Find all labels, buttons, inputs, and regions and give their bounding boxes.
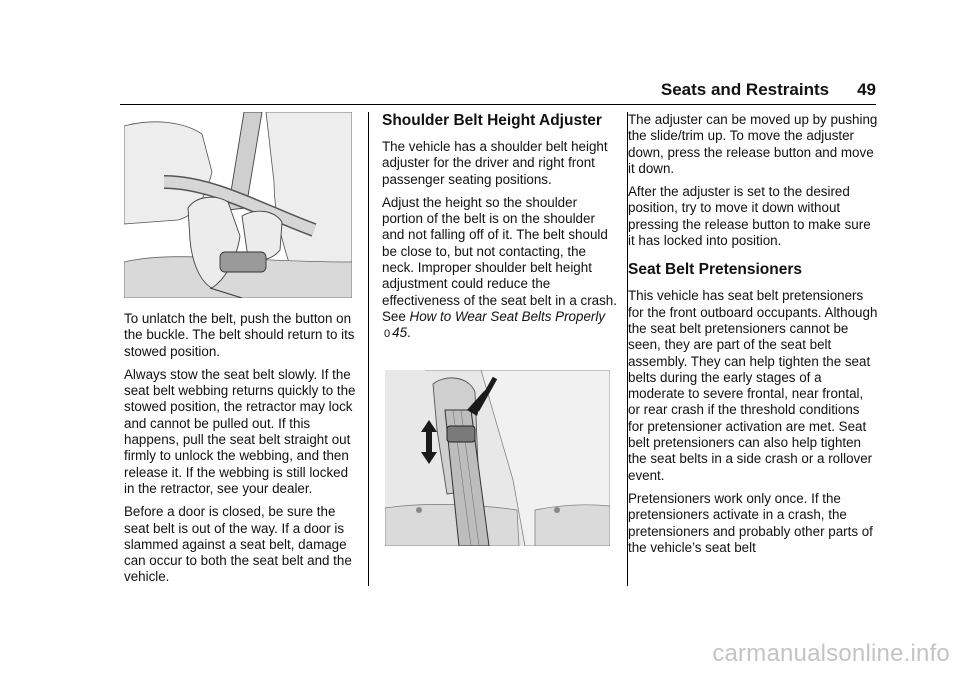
page-header <box>120 80 876 100</box>
header-rule <box>120 104 876 105</box>
page-ref-number[interactable]: 45 <box>392 325 408 341</box>
paragraph: Before a door is closed, be sure the seat belt is out of the way. If a door is slammed against a seat belt, damage can occur to both the seat belt and the vehicle. <box>124 504 352 585</box>
left-column <box>124 112 356 593</box>
paragraph: Adjust the height so the shoulder portion of the belt is on the shoulder and not falling off of it. The belt should be close to, but not contacting, the neck. Improper shoulder belt height adjustment could reduce the effectiveness of the seat belt in a crash. See How to Wear Seat Belts Properly 0 45. <box>382 194 617 341</box>
paragraph: Pretensioners work only once. If the pretensioners activate in a crash, the pretensioners and probably other parts of the vehicle’s seat belt <box>628 490 873 555</box>
section-heading: Seat Belt Pretensioners <box>628 261 803 279</box>
paragraph: The vehicle has a shoulder belt height adjuster for the driver and right front passenger seating positions. <box>382 139 608 187</box>
paragraph: Always stow the seat belt slowly. If the seat belt webbing returns quickly to the stowed position, the retractor may lock and cannot be pulled out. If this happens, pull the seat belt straight out firmly to unlock the webbing, and then release it. If the webbing is still locked in the retractor, see your dealer. <box>124 366 356 496</box>
paragraph: The adjuster can be moved up by pushing the slide/trim up. To move the adjuster down, press the release button and move it down. <box>628 112 878 176</box>
cross-reference-link[interactable]: How to Wear Seat Belts Properly <box>409 308 606 324</box>
column-divider <box>368 112 369 586</box>
page-number: 49 <box>857 80 876 99</box>
paragraph: This vehicle has seat belt pretensioners for the front outboard occupants. Although the seat belt pretensioners cannot be seen, they are part of the seat belt assembly. They can help tighten the seat belts during the early stages of a moderate to severe frontal, near frontal, or rear crash if the threshold conditions for pretensioner activation are met. Seat belt pretensioners can also help tighten the seat belts in a side crash or a rollover event. <box>628 288 878 483</box>
watermark: carmanualsonline.info <box>712 640 950 667</box>
right-column <box>628 112 878 563</box>
paragraph: To unlatch the belt, push the button on the buckle. The belt should return to its stowed position. <box>124 311 355 359</box>
paragraph: After the adjuster is set to the desired position, try to move it down without pressing the release button to make sure it has locked into position. <box>628 184 871 249</box>
section-heading: Shoulder Belt Height Adjuster <box>382 112 602 129</box>
middle-column <box>382 112 617 546</box>
section-title: Seats and Restraints <box>660 80 830 99</box>
height-adjuster-illustration <box>385 370 610 546</box>
buckle-unlatch-illustration <box>124 112 352 298</box>
page-ref-icon: 0 <box>384 328 391 341</box>
